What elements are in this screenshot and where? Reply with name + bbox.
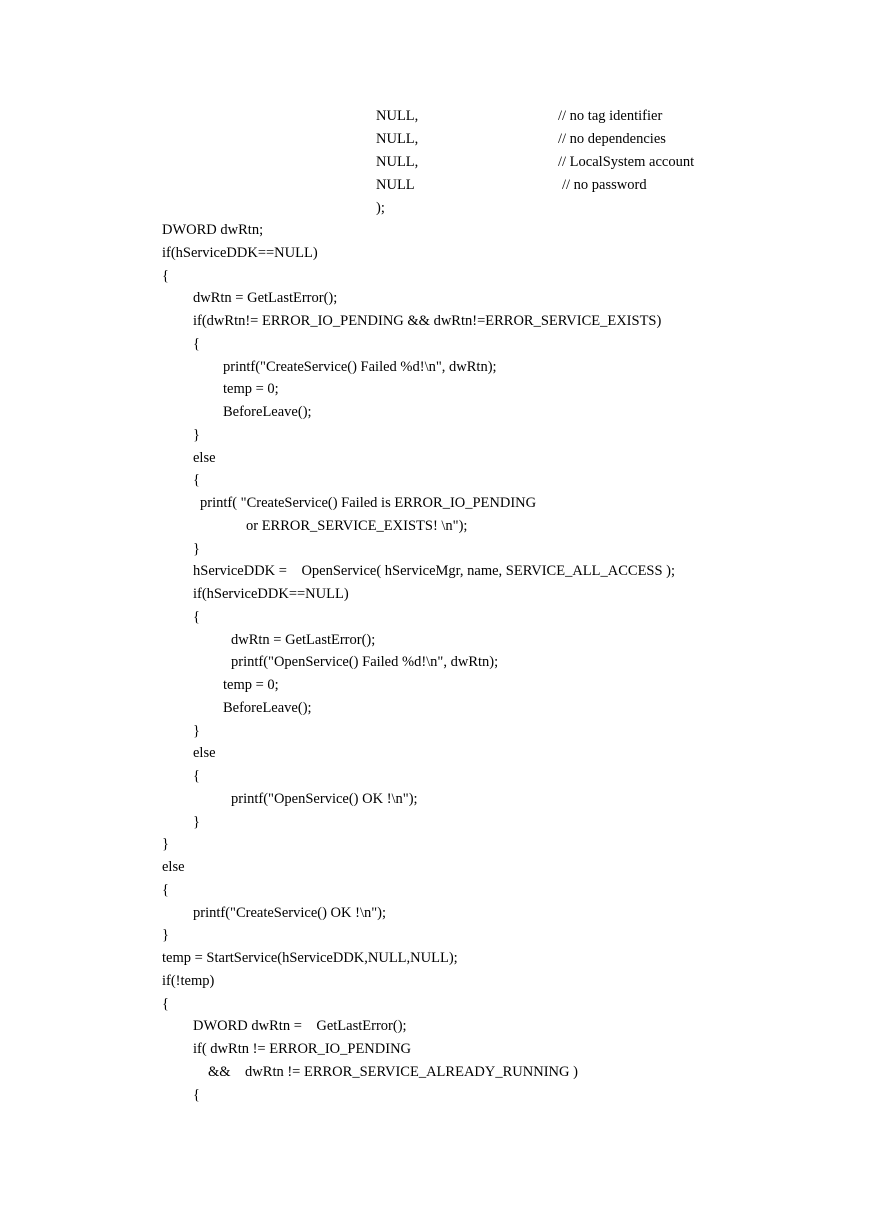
code-line: { xyxy=(193,336,200,352)
code-line: { xyxy=(162,882,169,898)
code-arg-value: NULL, xyxy=(376,154,419,170)
code-line: printf( "CreateService() Failed is ERROR_IO_PENDING xyxy=(200,495,537,511)
code-line: } xyxy=(193,814,200,830)
code-line: DWORD dwRtn; xyxy=(162,222,264,238)
code-line: else xyxy=(193,450,216,466)
code-line: printf("CreateService() OK !\n"); xyxy=(193,905,387,921)
code-line: temp = 0; xyxy=(223,677,279,693)
code-comment: // no tag identifier xyxy=(558,108,663,124)
code-line: && dwRtn != ERROR_SERVICE_ALREADY_RUNNING ) xyxy=(208,1064,578,1080)
code-line: { xyxy=(162,996,169,1012)
code-line: temp = StartService(hServiceDDK,NULL,NULL); xyxy=(162,950,458,966)
code-line: dwRtn = GetLastError(); xyxy=(231,632,376,648)
code-line: { xyxy=(193,472,200,488)
code-line: printf("OpenService() OK !\n"); xyxy=(231,791,418,807)
code-line: temp = 0; xyxy=(223,381,279,397)
code-line: { xyxy=(193,768,200,784)
code-line: BeforeLeave(); xyxy=(223,404,312,420)
code-close-paren: ); xyxy=(376,200,385,216)
code-line: } xyxy=(162,927,169,943)
code-line: { xyxy=(193,609,200,625)
code-line: if(hServiceDDK==NULL) xyxy=(162,245,318,261)
code-comment: // LocalSystem account xyxy=(558,154,695,170)
code-line: else xyxy=(193,745,216,761)
code-arg-value: NULL, xyxy=(376,108,419,124)
code-line: dwRtn = GetLastError(); xyxy=(193,290,338,306)
code-line: hServiceDDK = OpenService( hServiceMgr, name, SERVICE_ALL_ACCESS ); xyxy=(193,563,676,579)
code-line: } xyxy=(193,541,200,557)
code-line: } xyxy=(193,427,200,443)
code-line: DWORD dwRtn = GetLastError(); xyxy=(193,1018,407,1034)
code-line: if(hServiceDDK==NULL) xyxy=(193,586,349,602)
code-line: printf("OpenService() Failed %d!\n", dwRtn); xyxy=(231,654,499,670)
code-arg-value: NULL, xyxy=(376,131,419,147)
code-line: if(dwRtn!= ERROR_IO_PENDING && dwRtn!=ERROR_SERVICE_EXISTS) xyxy=(193,313,662,329)
code-line: { xyxy=(162,268,169,284)
code-line: } xyxy=(193,723,200,739)
code-line: printf("CreateService() Failed %d!\n", dwRtn); xyxy=(223,359,497,375)
code-line: if( dwRtn != ERROR_IO_PENDING xyxy=(193,1041,412,1057)
code-line: else xyxy=(162,859,185,875)
code-line: } xyxy=(162,836,169,852)
code-line: BeforeLeave(); xyxy=(223,700,312,716)
code-arg-value: NULL xyxy=(376,177,415,193)
code-line: if(!temp) xyxy=(162,973,215,989)
code-comment: // no dependencies xyxy=(558,131,666,147)
code-comment: // no password xyxy=(562,177,647,193)
code-line: { xyxy=(193,1087,200,1103)
code-line: or ERROR_SERVICE_EXISTS! \n"); xyxy=(246,518,468,534)
